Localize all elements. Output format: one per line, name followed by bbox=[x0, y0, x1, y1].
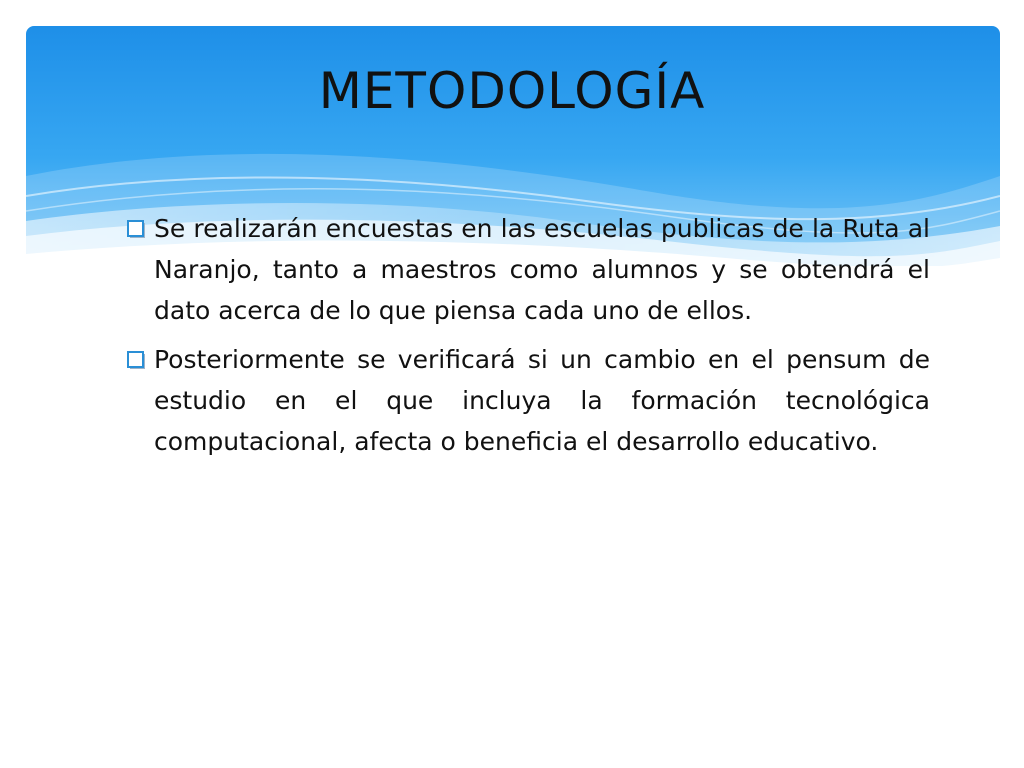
slide-title: METODOLOGÍA bbox=[318, 62, 706, 120]
hollow-square-icon bbox=[127, 220, 146, 239]
list-item bbox=[122, 339, 930, 462]
hollow-square-icon bbox=[127, 351, 146, 370]
bullet-list bbox=[122, 208, 930, 470]
bullet-text: Se realizarán encuestas en las escuelas publicas de la Ruta al Naranjo, tanto a maestros como alumnos y se obtendrá el dato acerca de lo que piensa cada uno de ellos. bbox=[154, 214, 930, 325]
bullet-text: Posteriormente se verificará si un cambio en el pensum de estudio en el que incluya la formación tecnológica computacional, afecta o beneficia el desarrollo educativo. bbox=[154, 345, 930, 456]
list-item bbox=[122, 208, 930, 331]
